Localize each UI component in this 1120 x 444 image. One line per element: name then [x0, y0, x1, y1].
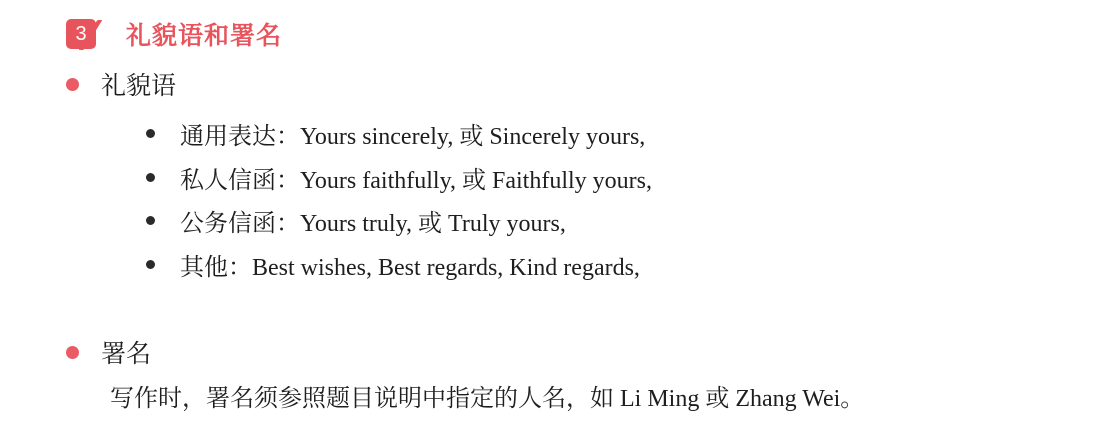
- bullet-icon: [146, 260, 155, 269]
- signature-heading: 署名: [101, 339, 152, 368]
- courtesy-list: [146, 112, 652, 286]
- signature-description: 写作时，署名须参照题目说明中指定的人名，如 Li Ming 或 Zhang Wei。: [110, 386, 865, 412]
- signature-heading-row: [66, 334, 151, 370]
- bullet-icon: [146, 216, 155, 225]
- list-item-text: 公务信函：Yours truly, 或 Truly yours,: [180, 211, 566, 238]
- courtesy-heading-row: [66, 66, 176, 102]
- section-title: 礼貌语和署名: [126, 21, 283, 50]
- list-item: [146, 112, 652, 156]
- list-item: [146, 199, 652, 243]
- bullet-icon: [146, 129, 155, 138]
- list-item: [146, 243, 652, 287]
- red-bullet-icon: [66, 78, 79, 91]
- list-item-text: 其他：Best wishes, Best regards, Kind regards,: [180, 254, 640, 281]
- section-number-badge: 3: [66, 19, 96, 49]
- bullet-icon: [146, 173, 155, 182]
- list-item-text: 私人信函：Yours faithfully, 或 Faithfully yours,: [180, 167, 653, 194]
- list-item-text: 通用表达：Yours sincerely, 或 Sincerely yours,: [180, 124, 646, 151]
- list-item: [146, 156, 652, 200]
- red-bullet-icon: [66, 346, 79, 359]
- courtesy-heading: 礼貌语: [101, 71, 177, 100]
